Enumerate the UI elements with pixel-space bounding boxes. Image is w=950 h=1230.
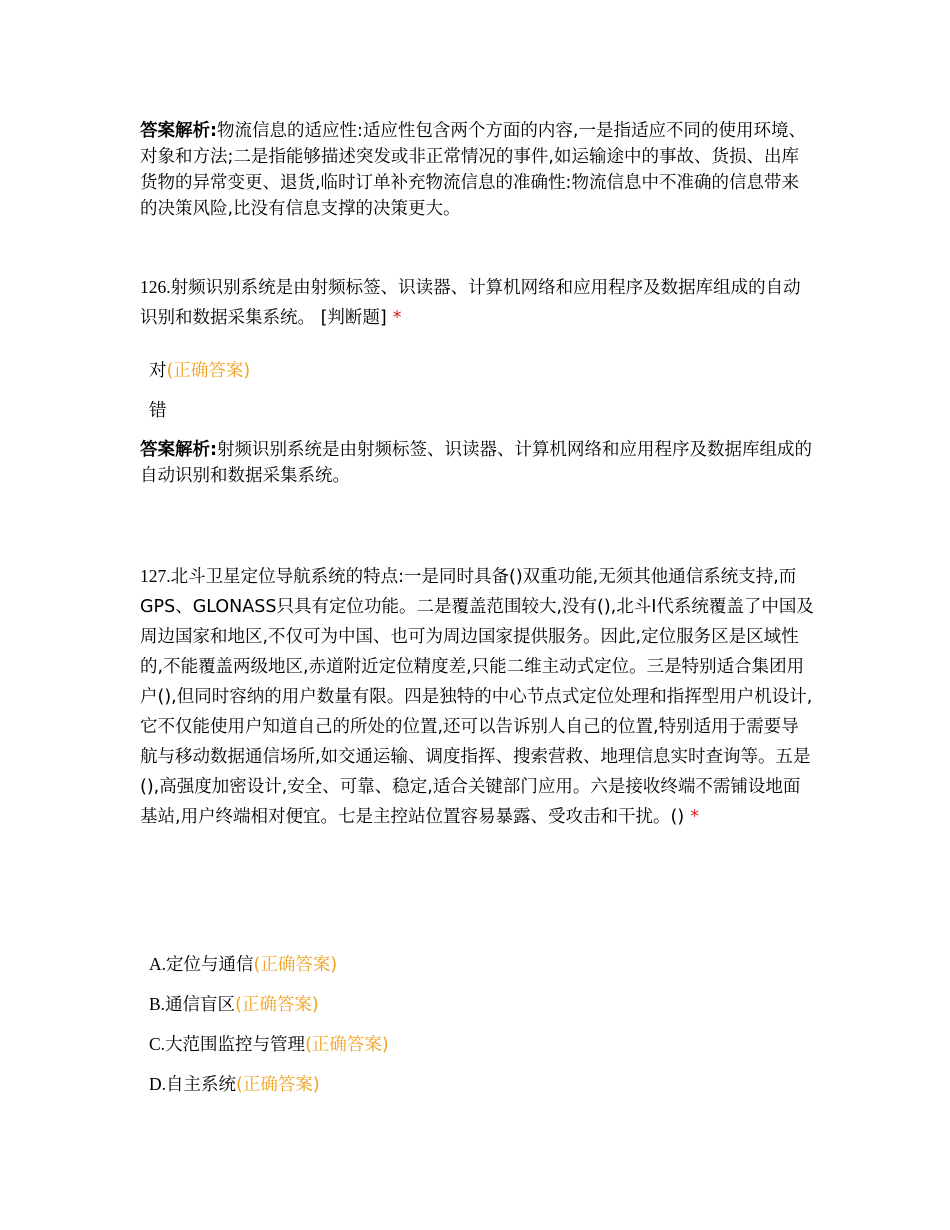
correct-answer-tag: (正确答案) [235,995,319,1015]
question-type: [判断题] [320,308,387,328]
correct-answer-tag: (正确答案) [166,361,251,381]
option-label: 对 [149,361,167,381]
required-marker: * [690,807,699,827]
option-letter: C. [149,1034,166,1054]
option-label: 通信盲区 [165,995,236,1015]
option-b[interactable] [149,992,319,1017]
explanation-126 [140,437,816,489]
correct-answer-tag: (正确答案) [253,955,338,975]
explanation-label: 答案解析: [140,440,217,460]
option-c[interactable] [149,1032,389,1057]
correct-answer-tag: (正确答案) [236,1075,320,1095]
option-label: 自主系统 [166,1075,237,1095]
required-marker: * [392,308,402,328]
option-letter: D. [149,1074,167,1094]
option-label: 定位与通信 [166,955,254,975]
option-letter: A. [149,954,167,974]
option-letter: B. [149,994,166,1014]
question-number: 126. [140,277,171,297]
option-d[interactable] [149,1072,320,1097]
question-body: 射频识别系统是由射频标签、识读器、计算机网络和应用程序及数据库组成的自动识别和数据采集系统。 [140,278,801,328]
explanation-text: 射频识别系统是由射频标签、识读器、计算机网络和应用程序及数据库组成的自动识别和数据采集系统。 [140,440,812,486]
option-true[interactable] [149,359,250,383]
option-false[interactable] [149,399,167,423]
question-body: 北斗卫星定位导航系统的特点:一是同时具备()双重功能,无须其他通信系统支持,而GPS、GLONASS只具有定位功能。二是覆盖范围较大,没有(),北斗Ⅰ代系统覆盖了中国及周边国家和地区,不仅可为中国、也可为周边国家提供服务。因此,定位服务区是区域性的,不能覆盖两级地区,赤道附近定位精度差,只能二维主动式定位。三是特别适合集团用户(),但同时容纳的用户数量有限。四是独特的中心节点式定位处理和指挥型用户机设计,它不仅能使用户知道自己的所处的位置,还可以告诉别人自己的位置,特别适用于需要导航与移动数据通信场所,如交通运输、调度指挥、搜索营救、地理信息实时查询等。五是(),高强度加密设计,安全、可靠、稳定,适合关键部门应用。六是接收终端不需铺设地面基站,用户终端相对便宜。七是主控站位置容易暴露、受攻击和干扰。() [140,567,814,827]
explanation-text: 物流信息的适应性:适应性包含两个方面的内容,一是指适应不同的使用环境、对象和方法;二是指能够描述突发或非正常情况的事件,如运输途中的事故、货损、出库货物的异常变更、退货,临时订单补充物流信息的准确性:物流信息中不准确的信息带来的决策风险,比没有信息支撑的决策更大。 [140,121,806,219]
explanation-label: 答案解析: [140,121,217,141]
question-number: 127. [140,566,171,586]
correct-answer-tag: (正确答案) [305,1035,389,1055]
question-126-text [140,272,816,333]
option-label: 错 [149,401,167,421]
option-a[interactable] [149,952,337,977]
explanation-previous [140,118,816,222]
option-label: 大范围监控与管理 [165,1035,306,1055]
question-127-text [140,561,816,832]
